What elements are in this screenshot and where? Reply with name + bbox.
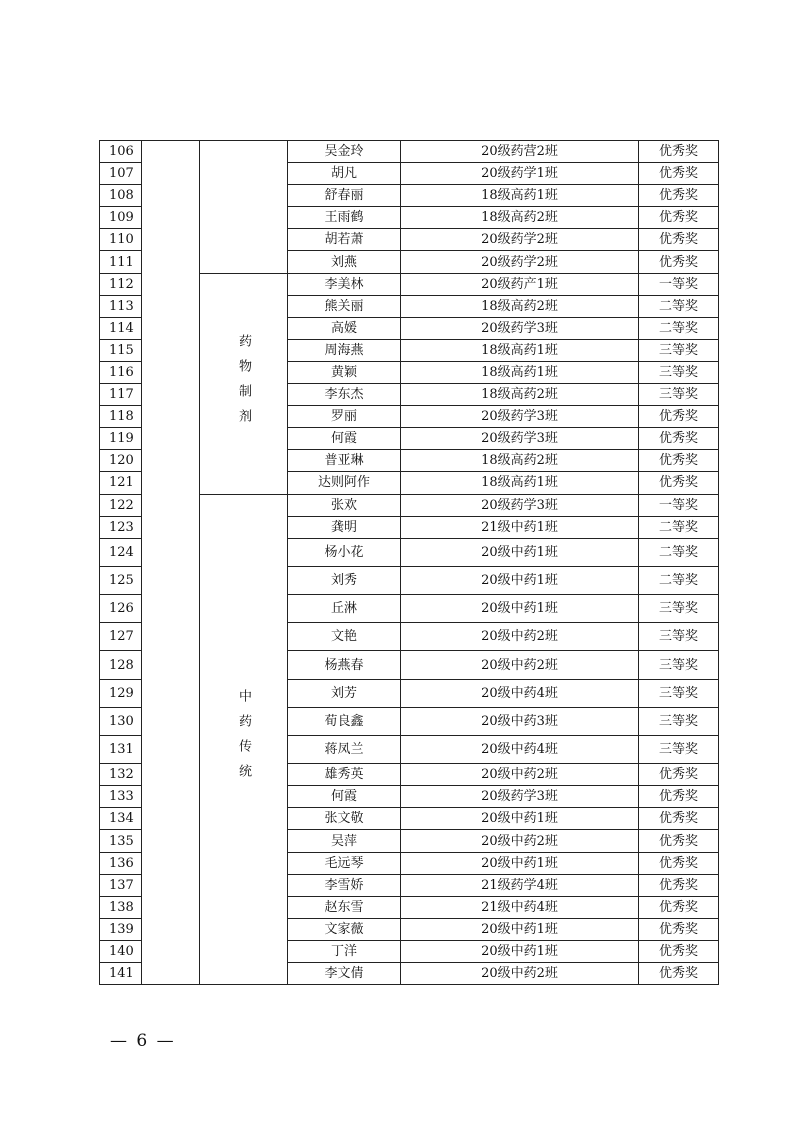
row-number-cell: 116 bbox=[100, 361, 142, 383]
name-cell: 荀良鑫 bbox=[288, 707, 401, 735]
class-cell: 18级高药2班 bbox=[401, 384, 639, 406]
award-cell: 二等奖 bbox=[639, 295, 719, 317]
award-cell: 优秀奖 bbox=[639, 251, 719, 273]
row-number-cell: 127 bbox=[100, 623, 142, 651]
name-cell: 胡若萧 bbox=[288, 229, 401, 251]
award-cell: 三等奖 bbox=[639, 707, 719, 735]
name-cell: 丁洋 bbox=[288, 940, 401, 962]
row-number-cell: 133 bbox=[100, 786, 142, 808]
class-cell: 18级高药1班 bbox=[401, 472, 639, 494]
award-cell: 优秀奖 bbox=[639, 896, 719, 918]
award-cell: 二等奖 bbox=[639, 538, 719, 566]
name-cell: 吴金玲 bbox=[288, 141, 401, 163]
class-cell: 20级中药1班 bbox=[401, 918, 639, 940]
award-cell: 二等奖 bbox=[639, 566, 719, 594]
class-cell: 20级中药1班 bbox=[401, 538, 639, 566]
name-cell: 王雨鹤 bbox=[288, 207, 401, 229]
row-number-cell: 140 bbox=[100, 940, 142, 962]
class-cell: 20级药学3班 bbox=[401, 428, 639, 450]
name-cell: 周海燕 bbox=[288, 339, 401, 361]
row-number-cell: 108 bbox=[100, 185, 142, 207]
name-cell: 黄颖 bbox=[288, 361, 401, 383]
row-number-cell: 131 bbox=[100, 736, 142, 764]
class-cell: 18级高药1班 bbox=[401, 185, 639, 207]
award-cell: 三等奖 bbox=[639, 736, 719, 764]
class-cell: 20级中药2班 bbox=[401, 623, 639, 651]
award-cell: 优秀奖 bbox=[639, 207, 719, 229]
name-cell: 文家薇 bbox=[288, 918, 401, 940]
row-number-cell: 135 bbox=[100, 830, 142, 852]
name-cell: 文艳 bbox=[288, 623, 401, 651]
class-cell: 20级药学2班 bbox=[401, 229, 639, 251]
award-cell: 三等奖 bbox=[639, 679, 719, 707]
category-cell: 中药传统 bbox=[200, 494, 288, 985]
award-cell: 优秀奖 bbox=[639, 963, 719, 985]
class-cell: 21级中药1班 bbox=[401, 516, 639, 538]
name-cell: 高媛 bbox=[288, 317, 401, 339]
award-cell: 优秀奖 bbox=[639, 786, 719, 808]
row-number-cell: 129 bbox=[100, 679, 142, 707]
name-cell: 达则阿作 bbox=[288, 472, 401, 494]
award-cell: 优秀奖 bbox=[639, 874, 719, 896]
award-cell: 优秀奖 bbox=[639, 940, 719, 962]
name-cell: 杨燕春 bbox=[288, 651, 401, 679]
award-cell: 优秀奖 bbox=[639, 229, 719, 251]
row-number-cell: 111 bbox=[100, 251, 142, 273]
award-cell: 优秀奖 bbox=[639, 450, 719, 472]
class-cell: 18级高药2班 bbox=[401, 207, 639, 229]
name-cell: 赵东雪 bbox=[288, 896, 401, 918]
award-cell: 二等奖 bbox=[639, 516, 719, 538]
row-number-cell: 137 bbox=[100, 874, 142, 896]
row-number-cell: 122 bbox=[100, 494, 142, 516]
award-cell: 三等奖 bbox=[639, 595, 719, 623]
name-cell: 刘燕 bbox=[288, 251, 401, 273]
row-number-cell: 124 bbox=[100, 538, 142, 566]
name-cell: 李文倩 bbox=[288, 963, 401, 985]
row-number-cell: 120 bbox=[100, 450, 142, 472]
row-number-cell: 110 bbox=[100, 229, 142, 251]
row-number-cell: 134 bbox=[100, 808, 142, 830]
award-cell: 三等奖 bbox=[639, 361, 719, 383]
row-number-cell: 121 bbox=[100, 472, 142, 494]
class-cell: 20级药学3班 bbox=[401, 406, 639, 428]
award-cell: 优秀奖 bbox=[639, 406, 719, 428]
row-number-cell: 113 bbox=[100, 295, 142, 317]
award-cell: 二等奖 bbox=[639, 317, 719, 339]
award-cell: 一等奖 bbox=[639, 494, 719, 516]
row-number-cell: 130 bbox=[100, 707, 142, 735]
row-number-cell: 106 bbox=[100, 141, 142, 163]
row-number-cell: 117 bbox=[100, 384, 142, 406]
class-cell: 18级高药2班 bbox=[401, 450, 639, 472]
award-cell: 优秀奖 bbox=[639, 808, 719, 830]
class-cell: 20级中药1班 bbox=[401, 808, 639, 830]
name-cell: 何霞 bbox=[288, 428, 401, 450]
row-number-cell: 123 bbox=[100, 516, 142, 538]
award-cell: 优秀奖 bbox=[639, 852, 719, 874]
award-cell: 三等奖 bbox=[639, 384, 719, 406]
class-cell: 20级药学2班 bbox=[401, 251, 639, 273]
row-number-cell: 126 bbox=[100, 595, 142, 623]
award-cell: 优秀奖 bbox=[639, 185, 719, 207]
class-cell: 18级高药1班 bbox=[401, 361, 639, 383]
class-cell: 20级中药2班 bbox=[401, 830, 639, 852]
name-cell: 李东杰 bbox=[288, 384, 401, 406]
name-cell: 蒋凤兰 bbox=[288, 736, 401, 764]
name-cell: 张欢 bbox=[288, 494, 401, 516]
page-number: — 6 — bbox=[110, 1031, 176, 1051]
row-number-cell: 136 bbox=[100, 852, 142, 874]
class-cell: 20级中药2班 bbox=[401, 963, 639, 985]
name-cell: 罗丽 bbox=[288, 406, 401, 428]
class-cell: 20级药学3班 bbox=[401, 317, 639, 339]
class-cell: 20级药学3班 bbox=[401, 786, 639, 808]
class-cell: 20级中药1班 bbox=[401, 940, 639, 962]
name-cell: 李雪娇 bbox=[288, 874, 401, 896]
award-cell: 三等奖 bbox=[639, 339, 719, 361]
award-cell: 三等奖 bbox=[639, 651, 719, 679]
class-cell: 21级中药4班 bbox=[401, 896, 639, 918]
category-cell bbox=[200, 141, 288, 274]
name-cell: 胡凡 bbox=[288, 163, 401, 185]
name-cell: 熊关丽 bbox=[288, 295, 401, 317]
name-cell: 雄秀英 bbox=[288, 764, 401, 786]
award-cell: 优秀奖 bbox=[639, 141, 719, 163]
class-cell: 20级中药4班 bbox=[401, 736, 639, 764]
award-table-body bbox=[100, 141, 719, 985]
name-cell: 毛远琴 bbox=[288, 852, 401, 874]
class-cell: 20级中药1班 bbox=[401, 852, 639, 874]
class-cell: 20级中药2班 bbox=[401, 651, 639, 679]
class-cell: 20级药学1班 bbox=[401, 163, 639, 185]
name-cell: 刘秀 bbox=[288, 566, 401, 594]
name-cell: 丘淋 bbox=[288, 595, 401, 623]
row-number-cell: 141 bbox=[100, 963, 142, 985]
class-cell: 21级药学4班 bbox=[401, 874, 639, 896]
row-number-cell: 139 bbox=[100, 918, 142, 940]
award-cell: 优秀奖 bbox=[639, 918, 719, 940]
name-cell: 普亚琳 bbox=[288, 450, 401, 472]
award-cell: 优秀奖 bbox=[639, 830, 719, 852]
table-row bbox=[100, 141, 719, 163]
class-cell: 20级中药2班 bbox=[401, 764, 639, 786]
row-number-cell: 115 bbox=[100, 339, 142, 361]
name-cell: 舒春丽 bbox=[288, 185, 401, 207]
class-cell: 20级药营2班 bbox=[401, 141, 639, 163]
name-cell: 李美林 bbox=[288, 273, 401, 295]
class-cell: 18级高药1班 bbox=[401, 339, 639, 361]
category-cell: 药物制剂 bbox=[200, 273, 288, 494]
name-cell: 何霞 bbox=[288, 786, 401, 808]
name-cell: 吴萍 bbox=[288, 830, 401, 852]
class-cell: 20级中药1班 bbox=[401, 595, 639, 623]
class-cell: 20级中药1班 bbox=[401, 566, 639, 594]
row-number-cell: 128 bbox=[100, 651, 142, 679]
blank-cell bbox=[142, 141, 200, 985]
class-cell: 18级高药2班 bbox=[401, 295, 639, 317]
award-cell: 优秀奖 bbox=[639, 163, 719, 185]
row-number-cell: 138 bbox=[100, 896, 142, 918]
class-cell: 20级中药4班 bbox=[401, 679, 639, 707]
row-number-cell: 107 bbox=[100, 163, 142, 185]
name-cell: 龚明 bbox=[288, 516, 401, 538]
row-number-cell: 109 bbox=[100, 207, 142, 229]
row-number-cell: 112 bbox=[100, 273, 142, 295]
row-number-cell: 114 bbox=[100, 317, 142, 339]
class-cell: 20级中药3班 bbox=[401, 707, 639, 735]
award-cell: 优秀奖 bbox=[639, 428, 719, 450]
class-cell: 20级药学3班 bbox=[401, 494, 639, 516]
name-cell: 杨小花 bbox=[288, 538, 401, 566]
row-number-cell: 118 bbox=[100, 406, 142, 428]
award-cell: 优秀奖 bbox=[639, 764, 719, 786]
name-cell: 张文敬 bbox=[288, 808, 401, 830]
award-cell: 优秀奖 bbox=[639, 472, 719, 494]
row-number-cell: 132 bbox=[100, 764, 142, 786]
award-cell: 三等奖 bbox=[639, 623, 719, 651]
award-cell: 一等奖 bbox=[639, 273, 719, 295]
row-number-cell: 119 bbox=[100, 428, 142, 450]
award-table bbox=[99, 140, 719, 985]
name-cell: 刘芳 bbox=[288, 679, 401, 707]
class-cell: 20级药产1班 bbox=[401, 273, 639, 295]
row-number-cell: 125 bbox=[100, 566, 142, 594]
